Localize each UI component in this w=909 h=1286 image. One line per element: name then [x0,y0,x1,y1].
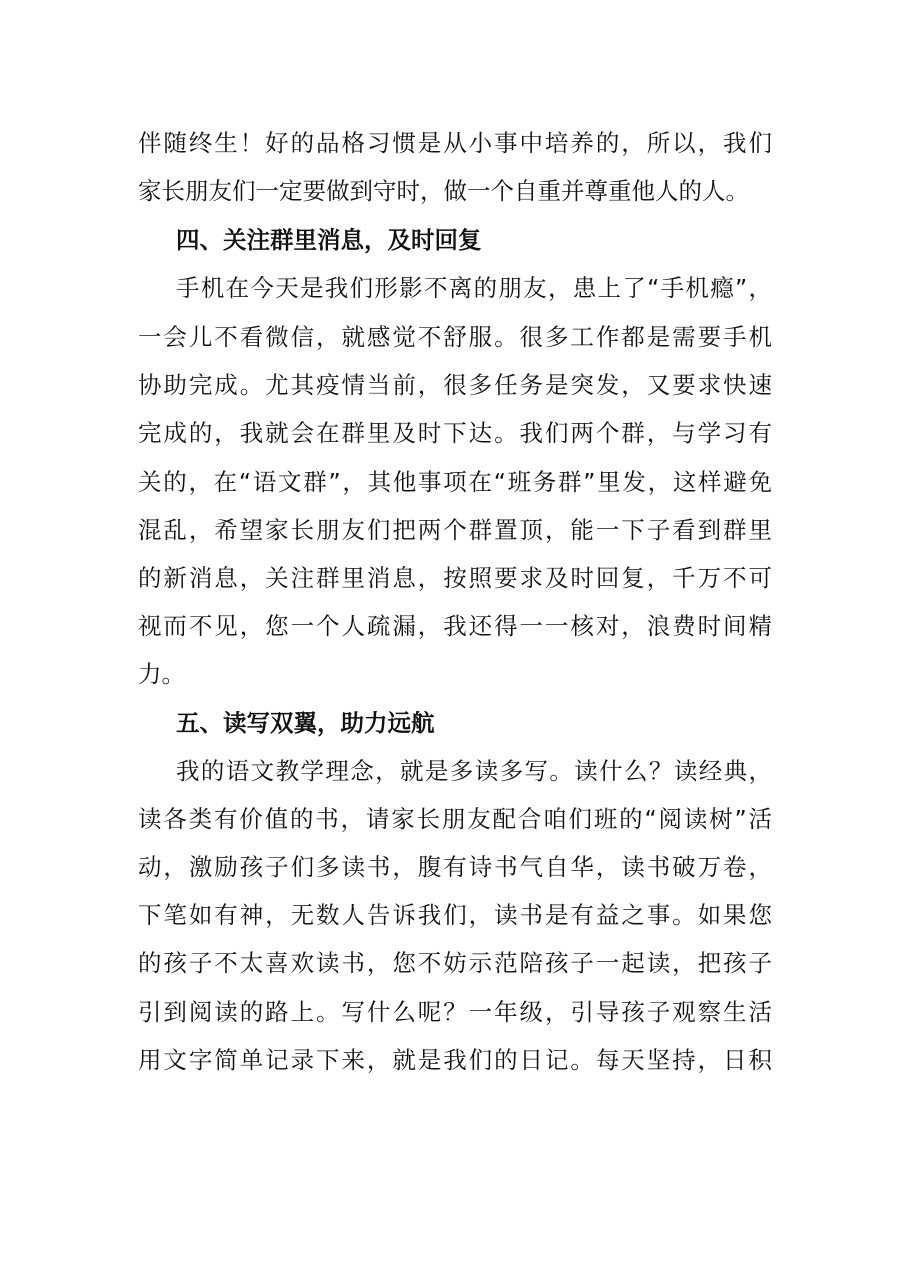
section-heading: 四、关注群里消息，及时回复 [176,226,482,254]
paragraph-line: 的孩子不太喜欢读书，您不妨示范陪孩子一起读，把孩子 [138,949,772,977]
paragraph-line: 完成的，我就会在群里及时下达。我们两个群，与学习有 [138,419,772,447]
paragraph-line: 关的，在“语文群”，其他事项在“班务群”里发，这样避免 [138,468,772,496]
paragraph-line: 伴随终生！好的品格习惯是从小事中培养的，所以，我们 [138,129,772,157]
paragraph-line: 混乱，希望家长朋友们把两个群置顶，能一下子看到群里 [138,516,772,544]
paragraph-line: 用文字简单记录下来，就是我们的日记。每天坚持，日积 [138,1046,772,1074]
paragraph-line: 视而不见，您一个人疏漏，我还得一一核对，浪费时间精 [138,612,772,640]
paragraph-line: 家长朋友们一定要做到守时，做一个自重并尊重他人的人。 [138,177,749,205]
paragraph-line: 一会儿不看微信，就感觉不舒服。很多工作都是需要手机 [138,323,772,351]
paragraph-line: 引到阅读的路上。写什么呢？一年级，引导孩子观察生活 [138,998,772,1026]
paragraph-line: 手机在今天是我们形影不离的朋友，患上了“手机瘾”， [176,274,772,302]
paragraph-line: 动，激励孩子们多读书，腹有诗书气自华，读书破万卷， [138,853,772,881]
paragraph-line: 读各类有价值的书，请家长朋友配合咱们班的“阅读树”活 [138,805,772,833]
paragraph-line: 下笔如有神，无数人告诉我们，读书是有益之事。如果您 [138,901,772,929]
paragraph-line: 力。 [138,660,185,688]
paragraph-line: 我的语文教学理念，就是多读多写。读什么？读经典， [176,757,772,785]
paragraph-line: 的新消息，关注群里消息，按照要求及时回复，千万不可 [138,564,772,592]
paragraph-line: 协助完成。尤其疫情当前，很多任务是突发，又要求快速 [138,371,772,399]
section-heading: 五、读写双翼，助力远航 [176,709,435,737]
